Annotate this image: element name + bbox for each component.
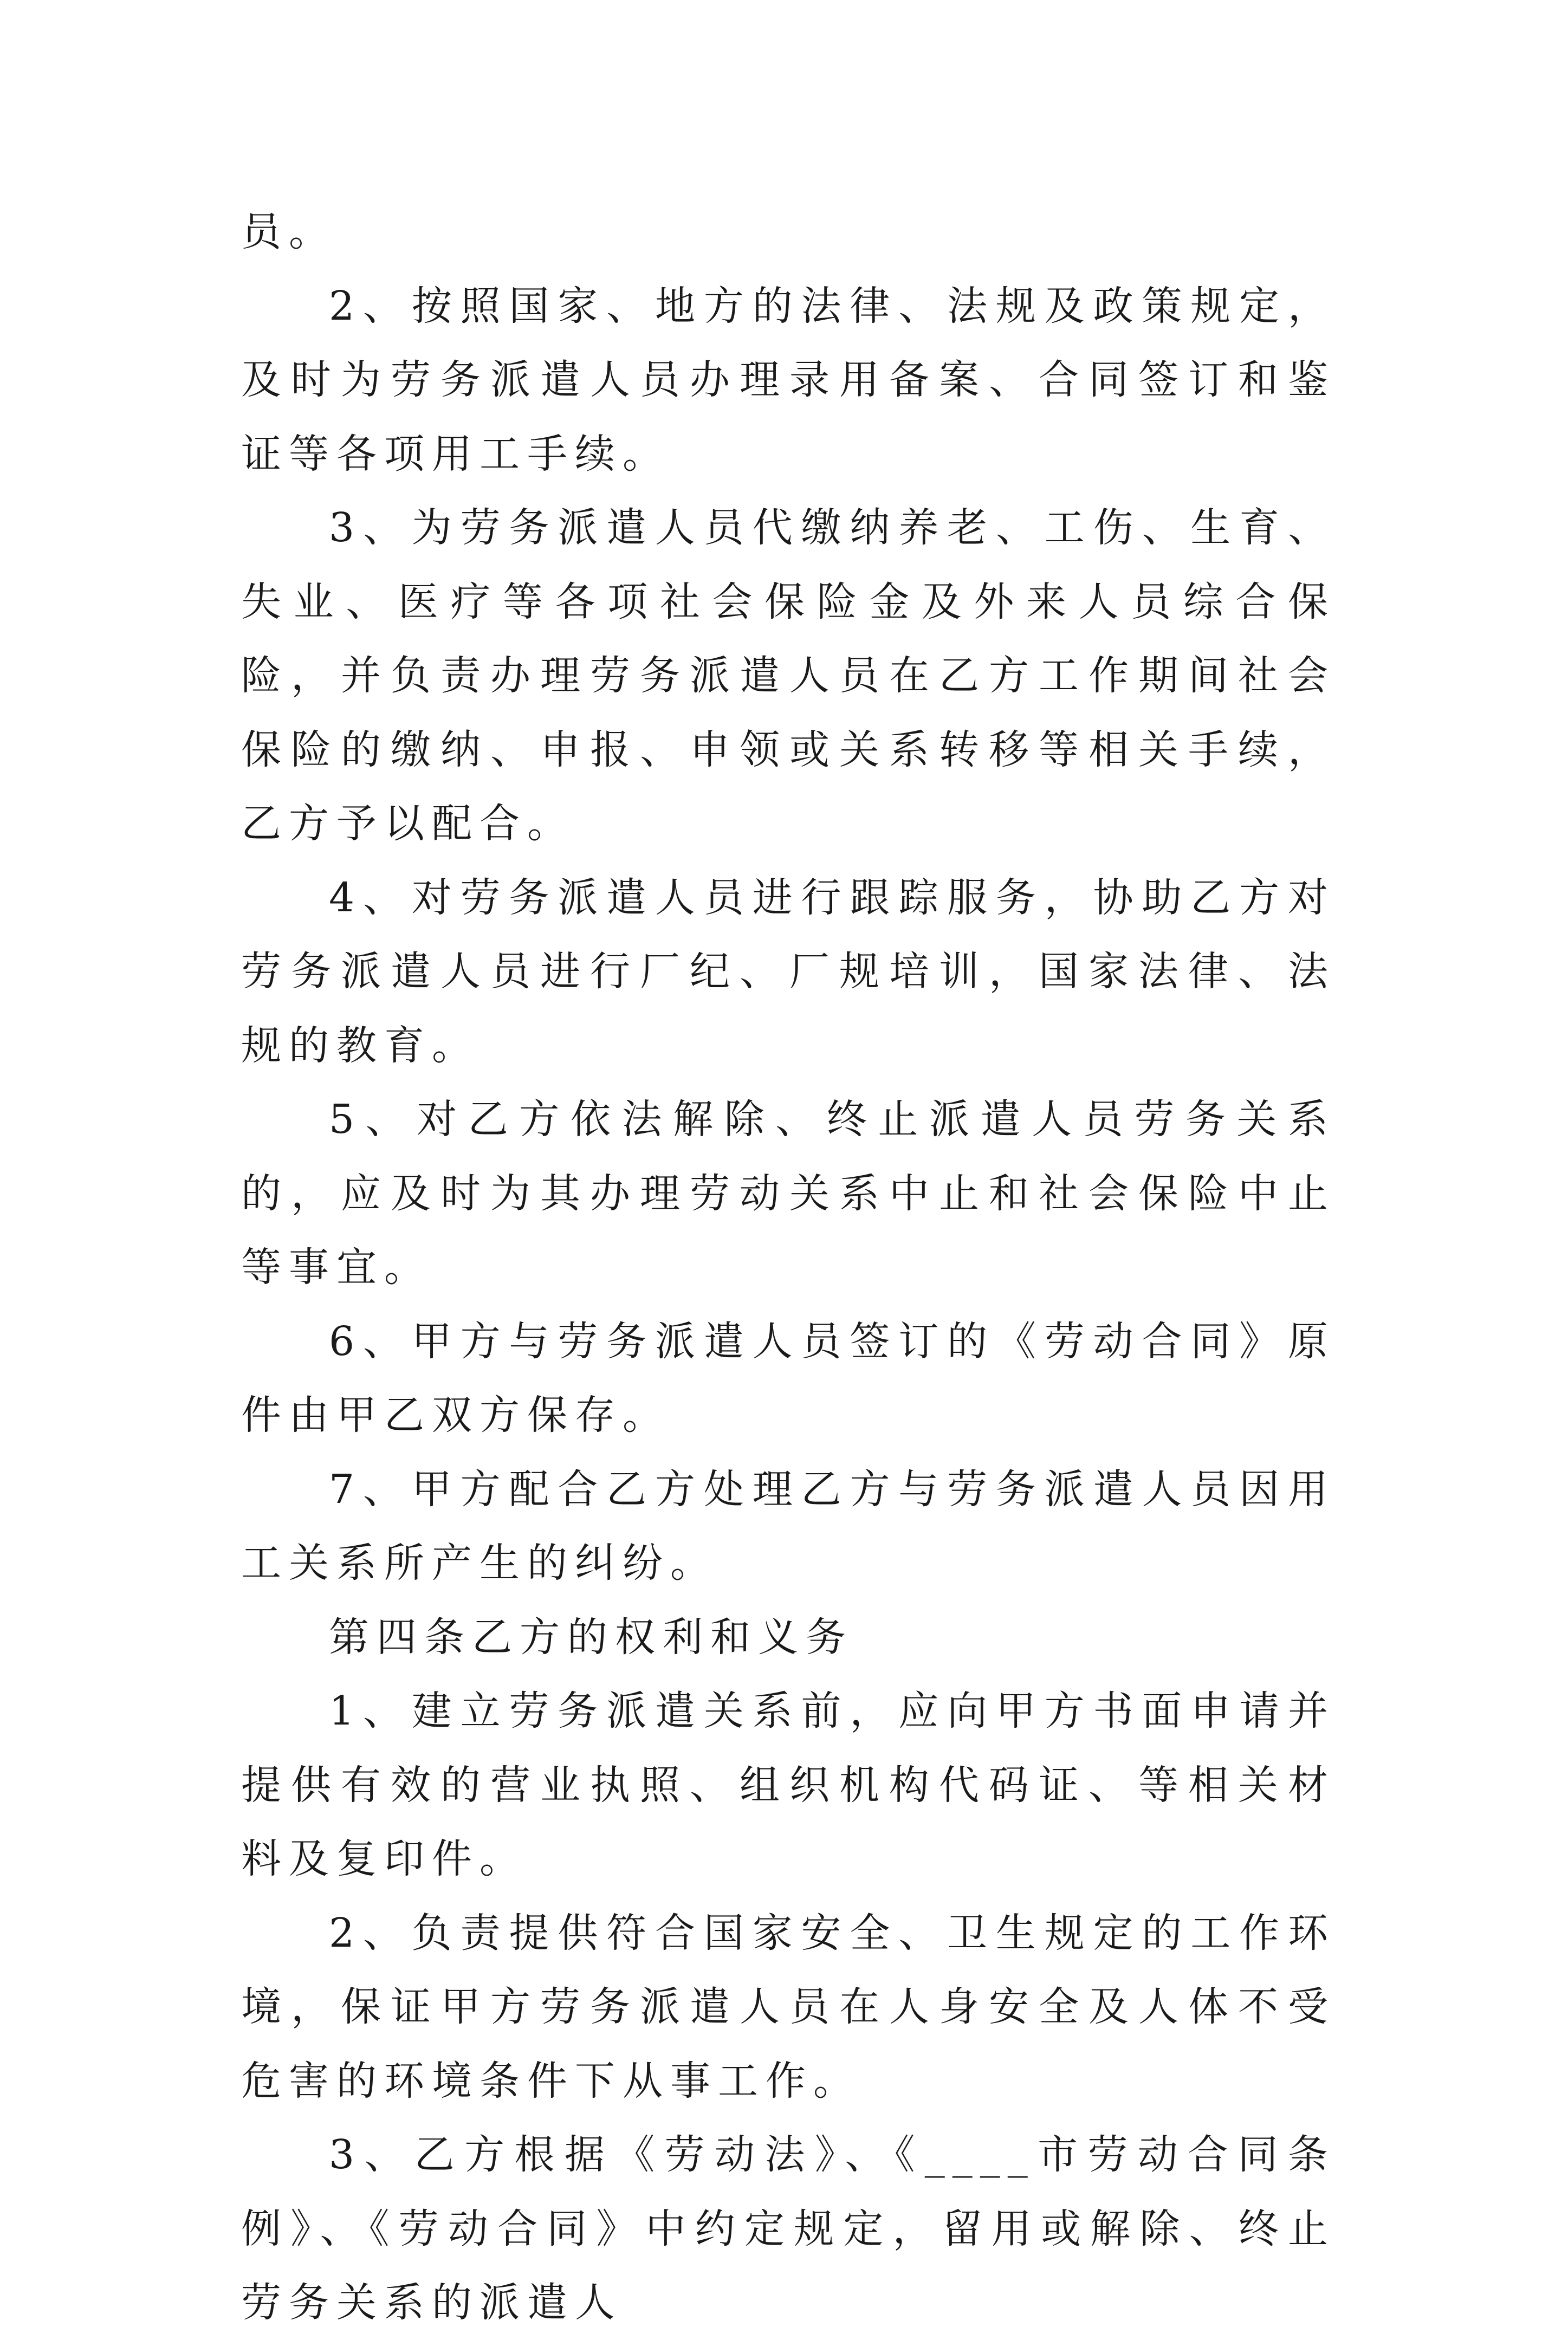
- paragraph-item-7: 7、甲方配合乙方处理乙方与劳务派遣人员因用工关系所产生的纠纷。: [241, 1466, 1336, 1586]
- paragraph-item-2: 2、按照国家、地方的法律、法规及政策规定，及时为劳务派遣人员办理录用备案、合同签订和鉴证等各项用工手续。: [241, 282, 1336, 477]
- paragraph-item-4: 4、对劳务派遣人员进行跟踪服务，协助乙方对劳务派遣人员进行厂纪、厂规培训，国家法律、法规的教育。: [241, 874, 1336, 1069]
- paragraph-b-item-1: 1、建立劳务派遣关系前，应向甲方书面申请并提供有效的营业执照、组织机构代码证、等相关材料及复印件。: [241, 1688, 1336, 1882]
- paragraph-item-6: 6、甲方与劳务派遣人员签订的《劳动合同》原件由甲乙双方保存。: [241, 1318, 1336, 1438]
- paragraph-item-3: 3、为劳务派遣人员代缴纳养老、工伤、生育、失业、医疗等各项社会保险金及外来人员综合保险，并负责办理劳务派遣人员在乙方工作期间社会保险的缴纳、申报、申领或关系转移等相关手续，乙方予以配合。: [241, 504, 1336, 847]
- paragraph-b-item-2: 2、负责提供符合国家安全、卫生规定的工作环境，保证甲方劳务派遣人员在人身安全及人体不受危害的环境条件下从事工作。: [241, 1909, 1336, 2104]
- document-body: [241, 195, 1336, 2340]
- paragraph-continuation: 员。: [241, 209, 336, 255]
- paragraph-item-5: 5、对乙方依法解除、终止派遣人员劳务关系的，应及时为其办理劳动关系中止和社会保险中止等事宜。: [241, 1096, 1336, 1291]
- section-heading-article-4: 第四条乙方的权利和义务: [329, 1613, 853, 1661]
- paragraph-b-item-3: 3、乙方根据《劳动法》、《____市劳动合同条例》、《劳动合同》中约定规定，留用或解除、终止劳务关系的派遣人: [241, 2131, 1336, 2326]
